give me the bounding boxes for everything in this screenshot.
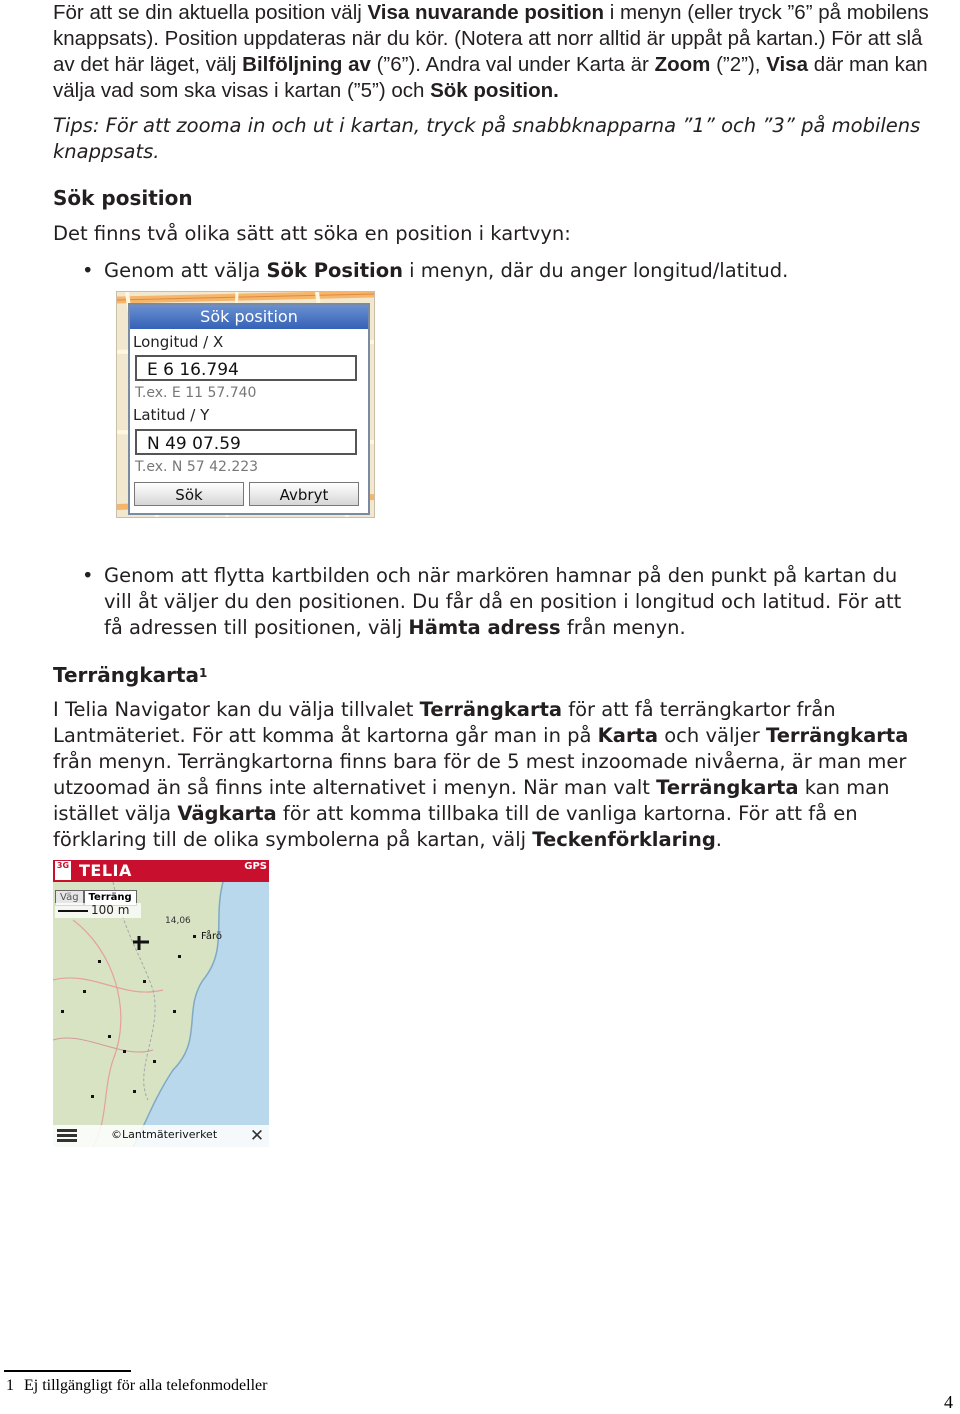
list-item-text — [104, 563, 922, 641]
bullet-icon: • — [82, 259, 94, 282]
longitude-example: T.ex. E 11 57.740 — [135, 385, 257, 401]
terrain-map-heading — [53, 662, 207, 688]
text-run: för att komma tillbaka till de vanliga kartorna. För att få en förklaring till de olika symbolerna på kartan, välj — [53, 802, 858, 851]
text-run: i menyn (eller tryck ”6” på mobilens knappsats). Position uppdateras när du kör. (Notera att norr alltid är uppåt på kartan.) För att slå av det här läget, välj — [53, 1, 929, 76]
tips-text: Tips: För att zooma in och ut i kartan, tryck på snabbknapparna ”1” och ”3” på mobilens knappsats. — [53, 114, 921, 163]
menu-term: Hämta adress — [408, 616, 561, 639]
elevation-label: 14,06 — [165, 916, 191, 926]
scale-bar — [55, 903, 141, 918]
network-indicator: 3G — [55, 861, 71, 880]
close-icon[interactable]: ✕ — [249, 1126, 265, 1146]
menu-term: Vägkarta — [177, 802, 277, 825]
list-item-text — [104, 258, 922, 284]
list-item — [82, 563, 922, 641]
text-run: kan man istället välja — [53, 776, 890, 825]
text-run: från menyn. — [560, 616, 686, 639]
menu-term: Zoom — [654, 53, 711, 76]
menu-icon[interactable] — [57, 1129, 77, 1143]
bullet-icon: • — [82, 564, 94, 587]
copyright-text: ©Lantmäteriverket — [111, 1128, 218, 1141]
menu-term: Visa — [766, 53, 808, 76]
page-number: 4 — [944, 1392, 953, 1412]
search-dialog-screenshot — [116, 291, 375, 518]
longitude-input[interactable]: E 6 16.794 — [135, 355, 357, 381]
text-run: och väljer — [658, 724, 766, 747]
footnote — [6, 1377, 267, 1395]
text-run: (”2”), — [710, 53, 767, 76]
scale-line — [58, 910, 88, 912]
heading-text: Terrängkarta — [53, 663, 200, 687]
text-run: i menyn, där du anger longitud/latitud. — [402, 259, 789, 282]
text-run: . — [715, 828, 722, 851]
menu-term: Terrängkarta — [419, 698, 563, 721]
sok-position-heading: Sök position — [53, 186, 193, 210]
text-run: Genom att välja — [104, 259, 267, 282]
map-type-tabs — [55, 885, 137, 901]
menu-term: Sök Position — [266, 259, 403, 282]
menu-term: Terrängkarta — [766, 724, 909, 747]
search-button[interactable]: Sök — [134, 482, 244, 506]
footnote-divider — [4, 1370, 131, 1372]
map-bottom-bar — [53, 1125, 269, 1147]
terrain-map-screenshot — [53, 860, 269, 1147]
gps-indicator: GPS — [244, 861, 267, 872]
menu-term: Terrängkarta — [656, 776, 799, 799]
text-run: I Telia Navigator kan du välja tillvalet — [53, 698, 420, 721]
text-run: För att se din aktuella position välj — [53, 1, 368, 24]
menu-term: Teckenförklaring — [532, 828, 716, 851]
footnote-text: Ej tillgängligt för alla telefonmodeller — [24, 1377, 268, 1394]
search-position-dialog — [128, 303, 370, 515]
sok-position-intro: Det finns två olika sätt att söka en position i kartvyn: — [53, 222, 571, 245]
place-name: Fårö — [201, 931, 222, 942]
footnote-reference: 1 — [199, 666, 208, 680]
text-run: Genom att flytta kartbilden och när markören hamnar på den punkt på kartan du vill åt väljer du den positionen. Du får då en position i longitud och latitud. För att få adressen till positionen, välj — [104, 564, 902, 639]
list-item — [82, 258, 922, 284]
menu-term: Bilföljning av — [242, 53, 371, 76]
latitude-input[interactable]: N 49 07.59 — [135, 429, 357, 455]
intro-paragraph — [53, 0, 933, 104]
footnote-number: 1 — [6, 1377, 14, 1394]
tab-road-map[interactable]: Väg — [55, 890, 84, 906]
tab-terrain-map[interactable]: Terräng — [84, 890, 137, 906]
telia-logo: TELIA — [79, 861, 132, 880]
phone-status-bar — [53, 860, 269, 882]
text-run: (”6”). Andra val under Karta är — [370, 53, 655, 76]
cancel-button[interactable]: Avbryt — [249, 482, 359, 506]
dialog-title: Sök position — [130, 305, 368, 329]
text-run: för att få terrängkartor från Lantmäteriet. För att komma åt kartorna går man in på — [53, 698, 836, 747]
latitude-label: Latitud / Y — [133, 406, 210, 424]
menu-term: Visa nuvarande position — [367, 1, 605, 24]
longitude-label: Longitud / X — [133, 333, 224, 351]
latitude-example: T.ex. N 57 42.223 — [135, 459, 259, 475]
text-run: där man kan välja vad som ska visas i kartan (”5”) och — [53, 53, 928, 102]
terrain-paragraph — [53, 697, 933, 853]
scale-label: 100 m — [91, 903, 130, 917]
menu-term: Karta — [597, 724, 659, 747]
menu-term: Sök position. — [430, 79, 559, 102]
text-run: från menyn. Terrängkartorna finns bara för de 5 mest inzoomade nivåerna, är man mer utzoomad än så finns inte alternativet i menyn. När man valt — [53, 750, 907, 799]
